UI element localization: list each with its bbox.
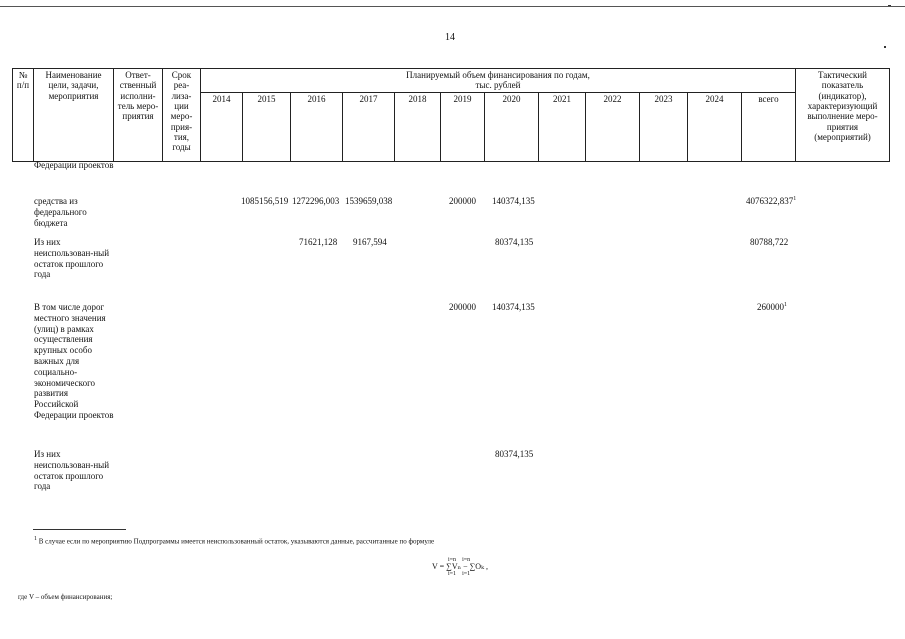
formula-lower-limit bbox=[432, 571, 488, 577]
footnote-separator bbox=[33, 529, 126, 530]
header-year: 2020 bbox=[485, 92, 539, 161]
header-year: 2016 bbox=[291, 92, 343, 161]
header-name: Наименование цели, задачи, мероприятия bbox=[34, 69, 114, 162]
header-responsible: Ответ-ственный исполни-тель меро-приятия bbox=[114, 69, 163, 162]
header-year: 2014 bbox=[201, 92, 243, 161]
funding-group-line2: тыс. рублей bbox=[475, 80, 521, 91]
header-year: 2017 bbox=[343, 92, 395, 161]
cell-r2-total: 80788,722 bbox=[750, 237, 789, 247]
cell-r3-2019: 200000 bbox=[449, 302, 476, 312]
cell-r1-total-value: 4076322,837 bbox=[746, 196, 794, 206]
row-label-federal-budget: средства из федерального бюджета bbox=[34, 196, 87, 228]
cell-r4-2020: 80374,135 bbox=[495, 449, 534, 459]
cell-r2-2016: 71621,128 bbox=[299, 237, 338, 247]
cell-r2-2017: 9167,594 bbox=[353, 237, 387, 247]
footnote-text bbox=[34, 536, 434, 545]
funding-group-line1: Планируемый объем финансирования по годам, bbox=[406, 70, 590, 80]
cell-r3-2020: 140374,135 bbox=[492, 302, 535, 312]
header-year: 2023 bbox=[640, 92, 688, 161]
footnote-body: В случае если по мероприятию Подпрограммы имеется неиспользованный остаток, указываются данные, рассчитанные по формуле bbox=[38, 537, 435, 546]
scan-speck bbox=[884, 46, 886, 48]
row-label-unused-balance-2: Из них неиспользован-ный остаток прошлого года bbox=[34, 449, 110, 492]
cell-r1-2016: 1272296,003 bbox=[292, 196, 340, 206]
footnote-where-line: где V – объем финансирования; bbox=[18, 593, 113, 601]
cell-r1-2019: 200000 bbox=[449, 196, 476, 206]
footnote-mark: 1 bbox=[34, 536, 37, 542]
cell-r1-total-footnote-mark: 1 bbox=[793, 196, 797, 202]
header-term: Срок реа-лиза-ции меро-прия-тия, годы bbox=[163, 69, 201, 162]
row-label-federation-projects: Федерации проектов bbox=[34, 160, 114, 170]
header-funding-group bbox=[201, 69, 796, 93]
header-year-total: всего bbox=[742, 92, 796, 161]
top-border-line bbox=[0, 6, 905, 7]
header-year: 2021 bbox=[539, 92, 586, 161]
cell-r3-total-value: 260000 bbox=[757, 302, 784, 312]
cell-r1-2020: 140374,135 bbox=[492, 196, 535, 206]
cell-r1-2017: 1539659,038 bbox=[345, 196, 393, 206]
scan-speck bbox=[888, 5, 891, 6]
cell-r3-total bbox=[757, 302, 787, 313]
row-label-unused-balance: Из них неиспользован-ный остаток прошлого года bbox=[34, 237, 110, 280]
header-year: 2015 bbox=[243, 92, 291, 161]
row-label-local-roads: В том числе дорог местного значения (улиц) в рамках осуществления крупных особо важных для социально-экономического развития Российской Федерации проектов bbox=[34, 302, 114, 420]
header-indicator: Тактический показатель (индикатор), характеризующий выполнение меро-приятия (мероприятий) bbox=[796, 69, 890, 162]
page-number: 14 bbox=[445, 32, 455, 43]
cell-r1-total bbox=[746, 196, 796, 207]
header-year: 2018 bbox=[395, 92, 441, 161]
header-year: 2019 bbox=[441, 92, 485, 161]
header-year: 2022 bbox=[586, 92, 640, 161]
header-num: № п/п bbox=[13, 69, 34, 162]
formula-upper-limit-left: i=n bbox=[448, 557, 457, 563]
footnote-formula bbox=[432, 557, 488, 577]
formula-lower-limit-left: i=1 bbox=[448, 571, 457, 577]
cell-r3-total-footnote-mark: 1 bbox=[784, 302, 787, 308]
header-year: 2024 bbox=[688, 92, 742, 161]
formula-lower-limit-right: i=1 bbox=[462, 571, 471, 577]
formula-upper-limit-right: i=n bbox=[462, 557, 471, 563]
formula-expression: V = ∑Vₙ − ∑Oₖ , bbox=[432, 562, 488, 571]
cell-r2-2020: 80374,135 bbox=[495, 237, 534, 247]
funding-table bbox=[12, 68, 890, 162]
cell-r1-2015: 1085156,519 bbox=[241, 196, 289, 206]
